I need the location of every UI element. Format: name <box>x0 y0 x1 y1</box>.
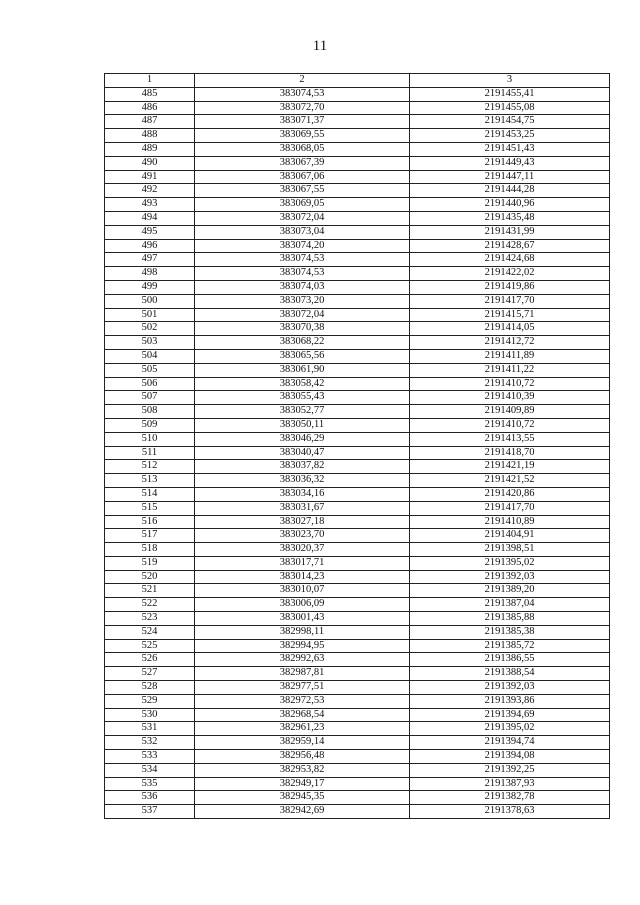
point-number-cell: 529 <box>105 694 195 708</box>
y-coordinate-cell: 2191395,02 <box>410 722 610 736</box>
y-coordinate-cell: 2191393,86 <box>410 694 610 708</box>
y-coordinate-cell: 2191413,55 <box>410 432 610 446</box>
x-coordinate-cell: 383069,55 <box>195 129 410 143</box>
y-coordinate-cell: 2191419,86 <box>410 280 610 294</box>
point-number-cell: 501 <box>105 308 195 322</box>
point-number-cell: 527 <box>105 667 195 681</box>
table-row <box>105 184 610 198</box>
x-coordinate-cell: 382987,81 <box>195 667 410 681</box>
x-coordinate-cell: 382945,35 <box>195 791 410 805</box>
point-number-cell: 524 <box>105 625 195 639</box>
x-coordinate-cell: 383020,37 <box>195 543 410 557</box>
x-coordinate-cell: 382972,53 <box>195 694 410 708</box>
y-coordinate-cell: 2191410,72 <box>410 418 610 432</box>
x-coordinate-cell: 383074,53 <box>195 253 410 267</box>
x-coordinate-cell: 383058,42 <box>195 377 410 391</box>
point-number-cell: 500 <box>105 294 195 308</box>
y-coordinate-cell: 2191451,43 <box>410 142 610 156</box>
x-coordinate-cell: 383034,16 <box>195 487 410 501</box>
point-number-cell: 488 <box>105 129 195 143</box>
x-coordinate-cell: 383073,04 <box>195 225 410 239</box>
y-coordinate-cell: 2191411,89 <box>410 349 610 363</box>
table-row <box>105 432 610 446</box>
y-coordinate-cell: 2191428,67 <box>410 239 610 253</box>
y-coordinate-cell: 2191453,25 <box>410 129 610 143</box>
y-coordinate-cell: 2191412,72 <box>410 336 610 350</box>
point-number-cell: 516 <box>105 515 195 529</box>
table-row <box>105 280 610 294</box>
y-coordinate-cell: 2191394,69 <box>410 708 610 722</box>
table-row <box>105 598 610 612</box>
table-row <box>105 87 610 101</box>
x-coordinate-cell: 383014,23 <box>195 570 410 584</box>
x-coordinate-cell: 383074,53 <box>195 87 410 101</box>
point-number-cell: 534 <box>105 763 195 777</box>
y-coordinate-cell: 2191395,02 <box>410 556 610 570</box>
column-header: 3 <box>410 74 610 88</box>
point-number-cell: 499 <box>105 280 195 294</box>
y-coordinate-cell: 2191392,03 <box>410 570 610 584</box>
x-coordinate-cell: 382961,23 <box>195 722 410 736</box>
point-number-cell: 487 <box>105 115 195 129</box>
table-row <box>105 336 610 350</box>
table-row <box>105 736 610 750</box>
x-coordinate-cell: 383050,11 <box>195 418 410 432</box>
x-coordinate-cell: 383001,43 <box>195 612 410 626</box>
y-coordinate-cell: 2191454,75 <box>410 115 610 129</box>
page-number: 11 <box>312 38 328 54</box>
table-row <box>105 391 610 405</box>
x-coordinate-cell: 382977,51 <box>195 681 410 695</box>
point-number-cell: 498 <box>105 267 195 281</box>
table-row <box>105 722 610 736</box>
x-coordinate-cell: 382998,11 <box>195 625 410 639</box>
x-coordinate-cell: 382942,69 <box>195 805 410 819</box>
table-row <box>105 170 610 184</box>
point-number-cell: 514 <box>105 487 195 501</box>
x-coordinate-cell: 383040,47 <box>195 446 410 460</box>
y-coordinate-cell: 2191409,89 <box>410 405 610 419</box>
table-row <box>105 515 610 529</box>
y-coordinate-cell: 2191420,86 <box>410 487 610 501</box>
table-row <box>105 363 610 377</box>
table-row <box>105 791 610 805</box>
table-row <box>105 156 610 170</box>
table-header-row <box>105 74 610 88</box>
y-coordinate-cell: 2191388,54 <box>410 667 610 681</box>
y-coordinate-cell: 2191455,08 <box>410 101 610 115</box>
table-row <box>105 294 610 308</box>
y-coordinate-cell: 2191421,52 <box>410 474 610 488</box>
y-coordinate-cell: 2191417,70 <box>410 501 610 515</box>
x-coordinate-cell: 383068,22 <box>195 336 410 350</box>
column-header: 1 <box>105 74 195 88</box>
y-coordinate-cell: 2191385,72 <box>410 639 610 653</box>
table-row <box>105 805 610 819</box>
table-row <box>105 405 610 419</box>
x-coordinate-cell: 383071,37 <box>195 115 410 129</box>
y-coordinate-cell: 2191387,93 <box>410 777 610 791</box>
y-coordinate-cell: 2191435,48 <box>410 211 610 225</box>
point-number-cell: 511 <box>105 446 195 460</box>
x-coordinate-cell: 383067,39 <box>195 156 410 170</box>
y-coordinate-cell: 2191398,51 <box>410 543 610 557</box>
x-coordinate-cell: 382994,95 <box>195 639 410 653</box>
y-coordinate-cell: 2191444,28 <box>410 184 610 198</box>
y-coordinate-cell: 2191421,19 <box>410 460 610 474</box>
x-coordinate-cell: 383074,03 <box>195 280 410 294</box>
point-number-cell: 525 <box>105 639 195 653</box>
table-row <box>105 198 610 212</box>
x-coordinate-cell: 383046,29 <box>195 432 410 446</box>
x-coordinate-cell: 383031,67 <box>195 501 410 515</box>
y-coordinate-cell: 2191431,99 <box>410 225 610 239</box>
y-coordinate-cell: 2191392,03 <box>410 681 610 695</box>
x-coordinate-cell: 383070,38 <box>195 322 410 336</box>
point-number-cell: 506 <box>105 377 195 391</box>
table-row <box>105 556 610 570</box>
x-coordinate-cell: 382968,54 <box>195 708 410 722</box>
y-coordinate-cell: 2191455,41 <box>410 87 610 101</box>
point-number-cell: 531 <box>105 722 195 736</box>
y-coordinate-cell: 2191386,55 <box>410 653 610 667</box>
point-number-cell: 522 <box>105 598 195 612</box>
y-coordinate-cell: 2191411,22 <box>410 363 610 377</box>
x-coordinate-cell: 382953,82 <box>195 763 410 777</box>
table-row <box>105 101 610 115</box>
table-row <box>105 267 610 281</box>
table-row <box>105 777 610 791</box>
x-coordinate-cell: 383065,56 <box>195 349 410 363</box>
y-coordinate-cell: 2191385,88 <box>410 612 610 626</box>
x-coordinate-cell: 383010,07 <box>195 584 410 598</box>
y-coordinate-cell: 2191418,70 <box>410 446 610 460</box>
x-coordinate-cell: 383027,18 <box>195 515 410 529</box>
table-row <box>105 446 610 460</box>
point-number-cell: 502 <box>105 322 195 336</box>
x-coordinate-cell: 382956,48 <box>195 750 410 764</box>
point-number-cell: 515 <box>105 501 195 515</box>
table-row <box>105 239 610 253</box>
x-coordinate-cell: 383037,82 <box>195 460 410 474</box>
y-coordinate-cell: 2191410,39 <box>410 391 610 405</box>
table-row <box>105 487 610 501</box>
table-row <box>105 129 610 143</box>
point-number-cell: 512 <box>105 460 195 474</box>
table-row <box>105 543 610 557</box>
y-coordinate-cell: 2191417,70 <box>410 294 610 308</box>
y-coordinate-cell: 2191378,63 <box>410 805 610 819</box>
table-row <box>105 639 610 653</box>
point-number-cell: 523 <box>105 612 195 626</box>
x-coordinate-cell: 383036,32 <box>195 474 410 488</box>
point-number-cell: 496 <box>105 239 195 253</box>
point-number-cell: 518 <box>105 543 195 557</box>
table-row <box>105 474 610 488</box>
point-number-cell: 536 <box>105 791 195 805</box>
x-coordinate-cell: 383067,55 <box>195 184 410 198</box>
table-row <box>105 418 610 432</box>
table-row <box>105 667 610 681</box>
point-number-cell: 528 <box>105 681 195 695</box>
point-number-cell: 519 <box>105 556 195 570</box>
table-body <box>105 87 610 818</box>
point-number-cell: 507 <box>105 391 195 405</box>
table-row <box>105 750 610 764</box>
y-coordinate-cell: 2191440,96 <box>410 198 610 212</box>
y-coordinate-cell: 2191414,05 <box>410 322 610 336</box>
point-number-cell: 497 <box>105 253 195 267</box>
point-number-cell: 489 <box>105 142 195 156</box>
x-coordinate-cell: 383074,20 <box>195 239 410 253</box>
y-coordinate-cell: 2191410,72 <box>410 377 610 391</box>
y-coordinate-cell: 2191385,38 <box>410 625 610 639</box>
point-number-cell: 493 <box>105 198 195 212</box>
y-coordinate-cell: 2191422,02 <box>410 267 610 281</box>
y-coordinate-cell: 2191392,25 <box>410 763 610 777</box>
point-number-cell: 521 <box>105 584 195 598</box>
x-coordinate-cell: 383023,70 <box>195 529 410 543</box>
point-number-cell: 494 <box>105 211 195 225</box>
table-row <box>105 322 610 336</box>
x-coordinate-cell: 382992,63 <box>195 653 410 667</box>
point-number-cell: 535 <box>105 777 195 791</box>
x-coordinate-cell: 383061,90 <box>195 363 410 377</box>
table-row <box>105 142 610 156</box>
table-row <box>105 681 610 695</box>
x-coordinate-cell: 383052,77 <box>195 405 410 419</box>
point-number-cell: 508 <box>105 405 195 419</box>
table-row <box>105 377 610 391</box>
table-row <box>105 570 610 584</box>
y-coordinate-cell: 2191394,08 <box>410 750 610 764</box>
x-coordinate-cell: 382949,17 <box>195 777 410 791</box>
table-row <box>105 529 610 543</box>
table-row <box>105 625 610 639</box>
point-number-cell: 485 <box>105 87 195 101</box>
table-row <box>105 460 610 474</box>
point-number-cell: 486 <box>105 101 195 115</box>
table-row <box>105 612 610 626</box>
y-coordinate-cell: 2191447,11 <box>410 170 610 184</box>
y-coordinate-cell: 2191424,68 <box>410 253 610 267</box>
point-number-cell: 517 <box>105 529 195 543</box>
table-row <box>105 253 610 267</box>
table-row <box>105 763 610 777</box>
point-number-cell: 520 <box>105 570 195 584</box>
point-number-cell: 490 <box>105 156 195 170</box>
point-number-cell: 533 <box>105 750 195 764</box>
point-number-cell: 530 <box>105 708 195 722</box>
x-coordinate-cell: 383072,70 <box>195 101 410 115</box>
table-row <box>105 349 610 363</box>
table-row <box>105 653 610 667</box>
point-number-cell: 513 <box>105 474 195 488</box>
table-row <box>105 708 610 722</box>
table-row <box>105 115 610 129</box>
point-number-cell: 492 <box>105 184 195 198</box>
point-number-cell: 503 <box>105 336 195 350</box>
y-coordinate-cell: 2191387,04 <box>410 598 610 612</box>
x-coordinate-cell: 383006,09 <box>195 598 410 612</box>
x-coordinate-cell: 383055,43 <box>195 391 410 405</box>
x-coordinate-cell: 383074,53 <box>195 267 410 281</box>
x-coordinate-cell: 383073,20 <box>195 294 410 308</box>
table-row <box>105 501 610 515</box>
y-coordinate-cell: 2191404,91 <box>410 529 610 543</box>
point-number-cell: 537 <box>105 805 195 819</box>
table-row <box>105 694 610 708</box>
x-coordinate-cell: 383069,05 <box>195 198 410 212</box>
point-number-cell: 510 <box>105 432 195 446</box>
table-row <box>105 308 610 322</box>
x-coordinate-cell: 382959,14 <box>195 736 410 750</box>
point-number-cell: 509 <box>105 418 195 432</box>
table-row <box>105 211 610 225</box>
table-row <box>105 225 610 239</box>
x-coordinate-cell: 383017,71 <box>195 556 410 570</box>
y-coordinate-cell: 2191382,78 <box>410 791 610 805</box>
point-number-cell: 505 <box>105 363 195 377</box>
point-number-cell: 491 <box>105 170 195 184</box>
column-header: 2 <box>195 74 410 88</box>
y-coordinate-cell: 2191415,71 <box>410 308 610 322</box>
y-coordinate-cell: 2191410,89 <box>410 515 610 529</box>
x-coordinate-cell: 383067,06 <box>195 170 410 184</box>
point-number-cell: 526 <box>105 653 195 667</box>
point-number-cell: 504 <box>105 349 195 363</box>
x-coordinate-cell: 383068,05 <box>195 142 410 156</box>
y-coordinate-cell: 2191394,74 <box>410 736 610 750</box>
point-number-cell: 532 <box>105 736 195 750</box>
y-coordinate-cell: 2191389,20 <box>410 584 610 598</box>
point-number-cell: 495 <box>105 225 195 239</box>
table-row <box>105 584 610 598</box>
y-coordinate-cell: 2191449,43 <box>410 156 610 170</box>
coordinates-table <box>104 73 610 819</box>
x-coordinate-cell: 383072,04 <box>195 211 410 225</box>
x-coordinate-cell: 383072,04 <box>195 308 410 322</box>
